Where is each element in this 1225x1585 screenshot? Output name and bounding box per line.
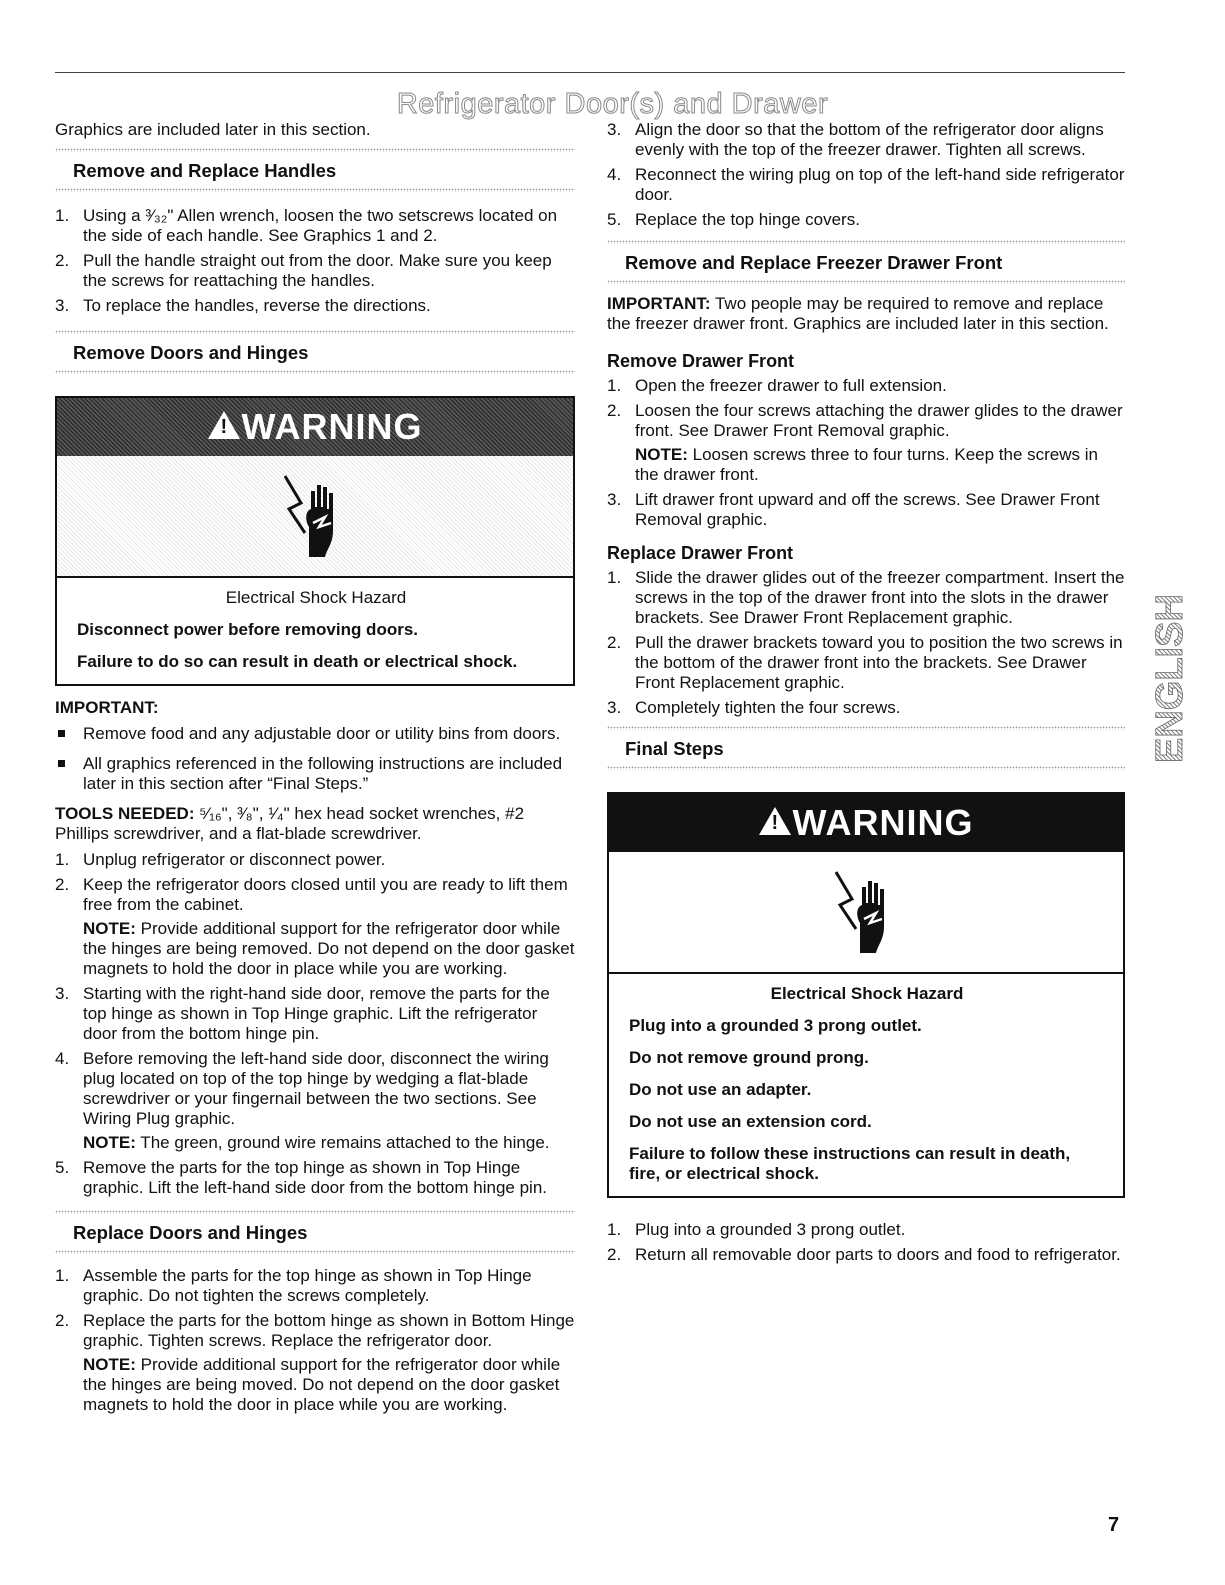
section-heading-freezer: Remove and Replace Freezer Drawer Front: [625, 252, 1003, 273]
intro-text: Graphics are included later in this section.: [55, 120, 371, 139]
replace-drawer-steps: [607, 568, 1125, 718]
warning-triangle-icon: !: [208, 411, 240, 439]
section-heading-handles: Remove and Replace Handles: [73, 160, 337, 181]
list-item: 3. Align the door so that the bottom of the refrigerator door aligns evenly with the top of the freezer drawer. Tighten all screws.: [607, 120, 1104, 159]
shock-hazard-icon: [57, 456, 573, 578]
list-item: 2. Keep the refrigerator doors closed until you are ready to lift them free from the cabinet. NOTE: Provide additional support for the refrigerator door while the hinges are being removed. Do not depend on the door gasket magnets to hold the door in place while you are working.: [55, 875, 575, 978]
tools-needed: TOOLS NEEDED: ⁵⁄₁₆", ³⁄₈", ¹⁄₄" hex head socket wrenches, #2 Phillips screwdriver, and a flat-blade screwdriver.: [55, 804, 525, 843]
list-item: 3. Lift drawer front upward and off the screws. See Drawer Front Removal graphic.: [607, 490, 1100, 529]
list-item: 5. Remove the parts for the top hinge as shown in Top Hinge graphic. Lift the left-hand side door from the bottom hinge pin.: [55, 1158, 547, 1197]
note: NOTE: Loosen screws three to four turns. Keep the screws in the drawer front.: [635, 445, 1098, 484]
bullet-icon: [58, 730, 65, 737]
list-item: 1. Using a ³⁄₃₂" Allen wrench, loosen the two setscrews located on the side of each handle. See Graphics 1 and 2.: [55, 206, 558, 245]
warning-text: [609, 974, 1123, 1196]
list-item: 2. Return all removable door parts to doors and food to refrigerator.: [607, 1245, 1121, 1264]
replace-steps-continued: [607, 120, 1125, 230]
right-column: [607, 120, 1125, 1270]
list-item: 1. Slide the drawer glides out of the freezer compartment. Insert the screws in the top of the drawer front into the slots in the drawer brackets. See Drawer Front Replacement graphic.: [607, 568, 1125, 627]
list-item: 2. Loosen the four screws attaching the drawer glides to the drawer front. See Drawer Front Removal graphic. NOTE: Loosen screws three to four turns. Keep the screws in the drawer front.: [607, 401, 1125, 485]
replace-steps: [55, 1266, 575, 1415]
warning-banner: ! WARNING: [609, 794, 1123, 852]
section-rule: [607, 280, 1125, 284]
remove-drawer-steps: [607, 376, 1125, 530]
section-rule: [55, 148, 575, 152]
important-label: IMPORTANT:: [55, 698, 159, 717]
warning-banner: ! WARNING: [57, 398, 573, 456]
side-tab-text: ENGLISH: [1150, 594, 1190, 763]
list-item: 5. Replace the top hinge covers.: [607, 210, 860, 229]
section-rule: [55, 188, 575, 192]
note: NOTE: The green, ground wire remains attached to the hinge.: [83, 1133, 550, 1152]
list-item: 4. Before removing the left-hand side door, disconnect the wiring plug located on top of the top hinge by wedging a flat-blade screwdriver or your fingernail between the two sections. See Wiring Plug graphic. NOTE: The green, ground wire remains attached to the hinge.: [55, 1049, 575, 1153]
list-item: All graphics referenced in the following instructions are included later in this section after “Final Steps.”: [55, 754, 575, 794]
section-heading-replace: Replace Doors and Hinges: [73, 1222, 308, 1243]
hazard-title: Electrical Shock Hazard: [225, 588, 407, 607]
top-rule: [55, 72, 1125, 73]
list-item: 4. Reconnect the wiring plug on top of the left-hand side refrigerator door.: [607, 165, 1125, 204]
section-rule: [55, 330, 575, 334]
warning-box-final: [607, 792, 1125, 1198]
list-item: 1. Plug into a grounded 3 prong outlet.: [607, 1220, 906, 1239]
warning-line: Do not remove ground prong.: [629, 1048, 869, 1067]
final-steps: [607, 1220, 1125, 1265]
section-rule: [607, 240, 1125, 244]
warning-line: Do not use an extension cord.: [629, 1112, 872, 1131]
freezer-important: IMPORTANT: Two people may be required to remove and replace the freezer drawer front. Graphics are included later in this section.: [607, 294, 1109, 333]
list-item: 3. Starting with the right-hand side door, remove the parts for the top hinge as shown in Top Hinge graphic. Lift the refrigerator door from the bottom hinge pin.: [55, 984, 550, 1043]
shock-hazard-icon: [609, 852, 1123, 974]
list-item: 2. Pull the drawer brackets toward you to position the two screws in the bottom of the drawer front into the brackets. See Drawer Front Replacement graphic.: [607, 633, 1123, 692]
replace-drawer-heading: Replace Drawer Front: [607, 543, 794, 563]
warning-line: Do not use an adapter.: [629, 1080, 812, 1099]
handles-steps: [55, 206, 575, 316]
warning-text: [57, 578, 573, 684]
section-rule: [55, 1210, 575, 1214]
note: NOTE: Provide additional support for the refrigerator door while the hinges are being removed. Do not depend on the door gasket magnets to hold the door in place while you are working.: [83, 919, 575, 978]
list-item: 3. Completely tighten the four screws.: [607, 698, 901, 717]
remove-drawer-heading: Remove Drawer Front: [607, 351, 795, 371]
warning-line: Failure to follow these instructions can result in death, fire, or electrical shock.: [629, 1144, 1071, 1183]
list-item: 3. To replace the handles, reverse the directions.: [55, 296, 431, 315]
section-rule: [607, 766, 1125, 770]
section-heading-doors: Remove Doors and Hinges: [73, 342, 309, 363]
list-item: 1. Assemble the parts for the top hinge as shown in Top Hinge graphic. Do not tighten the screws completely.: [55, 1266, 532, 1305]
bullet-icon: [58, 760, 65, 767]
section-rule: [55, 1250, 575, 1254]
list-item: 1. Unplug refrigerator or disconnect power.: [55, 850, 386, 869]
warning-triangle-icon: !: [759, 807, 791, 835]
hazard-title: Electrical Shock Hazard: [770, 984, 964, 1003]
list-item: 1. Open the freezer drawer to full extension.: [607, 376, 947, 395]
page-number: 7: [1108, 1514, 1120, 1536]
list-item: 2. Replace the parts for the bottom hinge as shown in Bottom Hinge graphic. Tighten screws. Replace the refrigerator door. NOTE: Provide additional support for the refrigerator door while the hinges are being moved. Do not depend on the door gasket magnets to hold the door in place while you are working.: [55, 1311, 575, 1414]
list-item: 2. Pull the handle straight out from the door. Make sure you keep the screws for reattaching the handles.: [55, 251, 552, 290]
section-rule: [607, 726, 1125, 730]
note: NOTE: Provide additional support for the refrigerator door while the hinges are being moved. Do not depend on the door gasket magnets to hold the door in place while you are working.: [83, 1355, 561, 1414]
important-bullets: [55, 724, 575, 794]
list-item: Remove food and any adjustable door or utility bins from doors.: [55, 724, 575, 744]
language-side-tab: [1150, 575, 1190, 765]
warning-line: Failure to do so can result in death or electrical shock.: [77, 652, 518, 671]
doors-steps: [55, 850, 575, 1198]
page-title: Refrigerator Door(s) and Drawer: [396, 88, 829, 120]
warning-box-doors: [55, 396, 575, 686]
warning-line: Disconnect power before removing doors.: [77, 620, 419, 639]
section-rule: [55, 370, 575, 374]
section-heading-final: Final Steps: [625, 738, 724, 759]
left-column: [55, 120, 575, 1420]
warning-line: Plug into a grounded 3 prong outlet.: [629, 1016, 922, 1035]
